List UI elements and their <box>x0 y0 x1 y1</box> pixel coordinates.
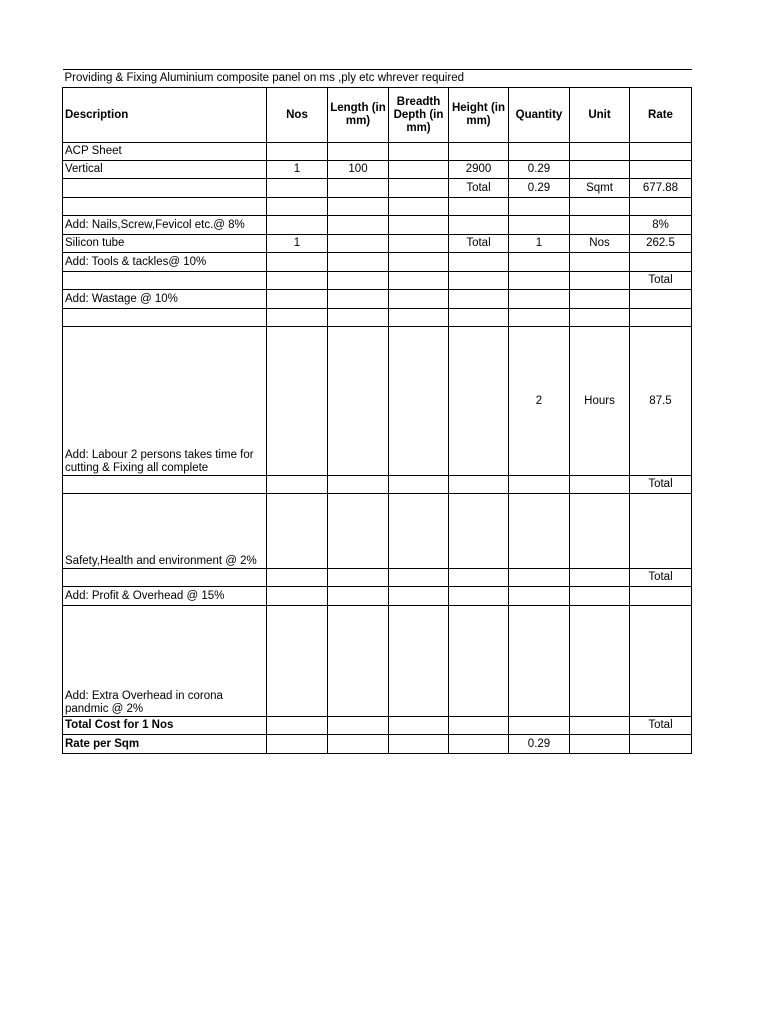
cell-nos <box>267 253 328 272</box>
table-row <box>63 179 692 198</box>
cell-quantity <box>509 198 570 216</box>
cell-description: Silicon tube <box>63 235 267 253</box>
cell-height <box>449 606 509 717</box>
cell-rate: Total <box>630 272 692 290</box>
cell-rate: 677.88 <box>630 179 692 198</box>
cell-description: Add: Labour 2 persons takes time for cutting & Fixing all complete <box>63 327 267 476</box>
cell-unit: Nos <box>570 235 630 253</box>
cell-unit <box>570 606 630 717</box>
header-quantity: Quantity <box>509 88 570 143</box>
cell-rate <box>630 606 692 717</box>
cell-nos <box>267 309 328 327</box>
cell-height <box>449 272 509 290</box>
cell-breadth <box>389 272 449 290</box>
table-row <box>63 253 692 272</box>
cell-rate: 262.5 <box>630 235 692 253</box>
cell-quantity <box>509 569 570 587</box>
cell-nos <box>267 476 328 494</box>
cell-nos <box>267 606 328 717</box>
cell-height <box>449 327 509 476</box>
table-row <box>63 272 692 290</box>
header-breadth-depth: Breadth Depth (in mm) <box>389 88 449 143</box>
cell-height <box>449 717 509 735</box>
cell-length <box>328 290 389 309</box>
cell-nos <box>267 735 328 754</box>
cell-unit: Hours <box>570 327 630 476</box>
table-row <box>63 494 692 569</box>
cell-breadth <box>389 606 449 717</box>
cell-description: Safety,Health and environment @ 2% <box>63 494 267 569</box>
cell-description <box>63 569 267 587</box>
header-height: Height (in mm) <box>449 88 509 143</box>
cell-length: 100 <box>328 161 389 179</box>
cell-length <box>328 606 389 717</box>
cell-length <box>328 253 389 272</box>
cell-unit <box>570 253 630 272</box>
cell-quantity <box>509 587 570 606</box>
table-row <box>63 198 692 216</box>
cell-rate <box>630 309 692 327</box>
cell-description: Add: Wastage @ 10% <box>63 290 267 309</box>
cell-height <box>449 143 509 161</box>
cell-quantity: 0.29 <box>509 735 570 754</box>
cell-rate <box>630 290 692 309</box>
cell-breadth <box>389 327 449 476</box>
cell-unit <box>570 717 630 735</box>
cell-rate: 8% <box>630 216 692 235</box>
cell-unit <box>570 309 630 327</box>
cell-breadth <box>389 494 449 569</box>
cell-unit <box>570 476 630 494</box>
cell-description: Add: Extra Overhead in corona pandmic @ 2% <box>63 606 267 717</box>
header-unit: Unit <box>570 88 630 143</box>
cell-quantity <box>509 494 570 569</box>
cell-quantity: 0.29 <box>509 179 570 198</box>
cell-breadth <box>389 476 449 494</box>
cell-unit <box>570 143 630 161</box>
header-nos: Nos <box>267 88 328 143</box>
cell-breadth <box>389 216 449 235</box>
cell-quantity: 0.29 <box>509 161 570 179</box>
table-body <box>63 143 692 754</box>
cell-description <box>63 198 267 216</box>
cell-description: Total Cost for 1 Nos <box>63 717 267 735</box>
cell-height <box>449 569 509 587</box>
cell-unit <box>570 216 630 235</box>
cell-description: Add: Tools & tackles@ 10% <box>63 253 267 272</box>
cell-quantity <box>509 253 570 272</box>
cell-height <box>449 735 509 754</box>
cell-length <box>328 494 389 569</box>
cell-quantity: 2 <box>509 327 570 476</box>
cell-nos <box>267 494 328 569</box>
cell-rate <box>630 161 692 179</box>
cell-height <box>449 587 509 606</box>
cell-quantity <box>509 476 570 494</box>
cell-height <box>449 216 509 235</box>
cell-rate: Total <box>630 569 692 587</box>
cell-length <box>328 198 389 216</box>
cell-unit <box>570 587 630 606</box>
cell-rate: 87.5 <box>630 327 692 476</box>
cell-description: Add: Nails,Screw,Fevicol etc.@ 8% <box>63 216 267 235</box>
table-row <box>63 216 692 235</box>
cell-rate <box>630 494 692 569</box>
cell-length <box>328 216 389 235</box>
cell-length <box>328 587 389 606</box>
table-row <box>63 569 692 587</box>
cell-height <box>449 253 509 272</box>
cell-breadth <box>389 569 449 587</box>
cell-quantity <box>509 272 570 290</box>
cell-description <box>63 309 267 327</box>
estimate-table <box>62 69 692 754</box>
cell-rate <box>630 735 692 754</box>
cell-rate <box>630 587 692 606</box>
cell-nos <box>267 717 328 735</box>
cell-unit <box>570 198 630 216</box>
header-rate: Rate <box>630 88 692 143</box>
cell-description: Add: Profit & Overhead @ 15% <box>63 587 267 606</box>
header-length: Length (in mm) <box>328 88 389 143</box>
table-row <box>63 143 692 161</box>
header-description: Description <box>63 88 267 143</box>
cell-length <box>328 179 389 198</box>
cell-nos <box>267 569 328 587</box>
cell-description <box>63 272 267 290</box>
cell-length <box>328 735 389 754</box>
cell-height <box>449 290 509 309</box>
cell-nos: 1 <box>267 235 328 253</box>
cell-breadth <box>389 235 449 253</box>
cell-nos <box>267 179 328 198</box>
cell-nos <box>267 198 328 216</box>
cell-rate <box>630 198 692 216</box>
cell-breadth <box>389 717 449 735</box>
cell-length <box>328 476 389 494</box>
table-row <box>63 587 692 606</box>
table-row <box>63 606 692 717</box>
cell-height <box>449 476 509 494</box>
table-row <box>63 717 692 735</box>
cell-height: Total <box>449 179 509 198</box>
cell-breadth <box>389 290 449 309</box>
cell-breadth <box>389 253 449 272</box>
sheet-title: Providing & Fixing Aluminium composite panel on ms ,ply etc whrever required <box>63 70 692 88</box>
cell-quantity <box>509 216 570 235</box>
cell-description <box>63 476 267 494</box>
cell-quantity: 1 <box>509 235 570 253</box>
cell-unit <box>570 290 630 309</box>
cell-length <box>328 272 389 290</box>
cell-quantity <box>509 143 570 161</box>
cell-nos <box>267 143 328 161</box>
cell-length <box>328 569 389 587</box>
cell-rate: Total <box>630 476 692 494</box>
cell-length <box>328 327 389 476</box>
table-row <box>63 309 692 327</box>
title-row <box>63 70 692 88</box>
cell-quantity <box>509 309 570 327</box>
cell-rate <box>630 253 692 272</box>
cell-length <box>328 235 389 253</box>
cell-nos <box>267 327 328 476</box>
cell-breadth <box>389 309 449 327</box>
cell-unit <box>570 494 630 569</box>
cell-description <box>63 179 267 198</box>
cell-nos <box>267 216 328 235</box>
cell-nos <box>267 272 328 290</box>
cell-unit <box>570 569 630 587</box>
cell-quantity <box>509 717 570 735</box>
cell-nos <box>267 290 328 309</box>
cell-breadth <box>389 198 449 216</box>
cell-height: Total <box>449 235 509 253</box>
cell-breadth <box>389 179 449 198</box>
cell-unit <box>570 735 630 754</box>
cell-rate: Total <box>630 717 692 735</box>
table-row <box>63 290 692 309</box>
table-row <box>63 161 692 179</box>
cell-height: 2900 <box>449 161 509 179</box>
table-row <box>63 235 692 253</box>
cell-rate <box>630 143 692 161</box>
cell-height <box>449 309 509 327</box>
cell-nos: 1 <box>267 161 328 179</box>
cell-description: Vertical <box>63 161 267 179</box>
cell-quantity <box>509 290 570 309</box>
cell-length <box>328 143 389 161</box>
cell-length <box>328 717 389 735</box>
cell-breadth <box>389 143 449 161</box>
cell-height <box>449 494 509 569</box>
cell-breadth <box>389 161 449 179</box>
cell-quantity <box>509 606 570 717</box>
cell-height <box>449 198 509 216</box>
cell-length <box>328 309 389 327</box>
table-row <box>63 735 692 754</box>
table-row <box>63 476 692 494</box>
header-row <box>63 88 692 143</box>
cell-unit: Sqmt <box>570 179 630 198</box>
cell-description: ACP Sheet <box>63 143 267 161</box>
cell-description: Rate per Sqm <box>63 735 267 754</box>
cell-breadth <box>389 735 449 754</box>
cell-unit <box>570 161 630 179</box>
table-row <box>63 327 692 476</box>
cell-nos <box>267 587 328 606</box>
cell-unit <box>570 272 630 290</box>
cell-breadth <box>389 587 449 606</box>
